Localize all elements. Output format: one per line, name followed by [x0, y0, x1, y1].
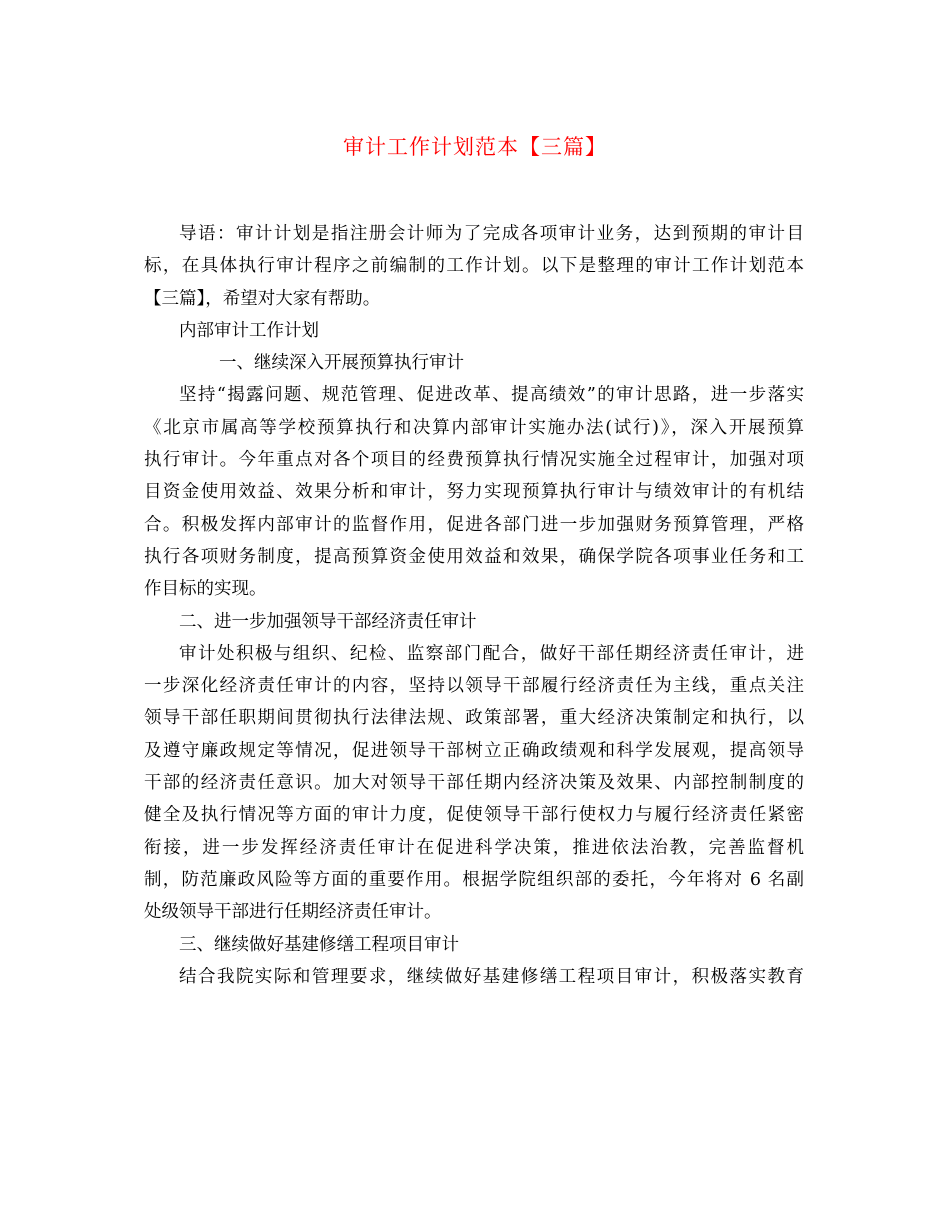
body-line: 执行各项财务制度，提高预算资金使用效益和效果，确保学院各项事业任务和工 — [144, 546, 804, 567]
body-line: 一、继续深入开展预算执行审计 — [219, 353, 464, 374]
document-title: 审计工作计划范本【三篇】 — [343, 135, 607, 159]
body-line: 合。积极发挥内部审计的监督作用，促进各部门进一步加强财务预算管理，严格 — [144, 514, 804, 535]
body-line: 内部审计工作计划 — [179, 320, 319, 341]
body-line: 执行审计。今年重点对各个项目的经费预算执行情况实施全过程审计，加强对项 — [144, 450, 804, 471]
body-line: 处级领导干部进行任期经济责任审计。 — [144, 902, 442, 923]
body-line: 制，防范廉政风险等方面的重要作用。根据学院组织部的委托，今年将对 6 名副 — [144, 869, 804, 890]
body-line: 干部的经济责任意识。加大对领导干部任期内经济决策及效果、内部控制制度的 — [144, 773, 804, 794]
body-line: 《北京市属高等学校预算执行和决算内部审计实施办法(试行)》，深入开展预算 — [144, 417, 804, 438]
body-line: 及遵守廉政规定等情况，促进领导干部树立正确政绩观和科学发展观，提高领导 — [144, 740, 804, 761]
body-line: 三、继续做好基建修缮工程项目审计 — [179, 934, 459, 955]
body-line: 【三篇】，希望对大家有帮助。 — [144, 288, 381, 309]
body-line: 导语：审计计划是指注册会计师为了完成各项审计业务，达到预期的审计目 — [179, 224, 804, 244]
body-line: 健全及执行情况等方面的审计力度，促使领导干部行使权力与履行经济责任紧密 — [144, 805, 804, 826]
body-line: 一步深化经济责任审计的内容，坚持以领导干部履行经济责任为主线，重点关注 — [144, 676, 804, 697]
body-line: 衔接，进一步发挥经济责任审计在促进科学决策，推进依法治教，完善监督机 — [144, 837, 804, 858]
document-body — [144, 218, 804, 993]
body-line: 坚持“揭露问题、规范管理、促进改革、提高绩效”的审计思路，进一步落实 — [179, 385, 804, 406]
body-line: 目资金使用效益、效果分析和审计，努力实现预算执行审计与绩效审计的有机结 — [144, 482, 804, 503]
body-line: 作目标的实现。 — [144, 579, 267, 600]
body-line: 结合我院实际和管理要求，继续做好基建修缮工程项目审计，积极落实教育 — [179, 966, 804, 987]
body-line: 标，在具体执行审计程序之前编制的工作计划。以下是整理的审计工作计划范本 — [144, 256, 804, 277]
body-line: 二、进一步加强领导干部经济责任审计 — [179, 611, 477, 632]
body-line: 领导干部任职期间贯彻执行法律法规、政策部署，重大经济决策制定和执行，以 — [144, 708, 804, 729]
body-line: 审计处积极与组织、纪检、监察部门配合，做好干部任期经济责任审计，进 — [179, 643, 804, 664]
